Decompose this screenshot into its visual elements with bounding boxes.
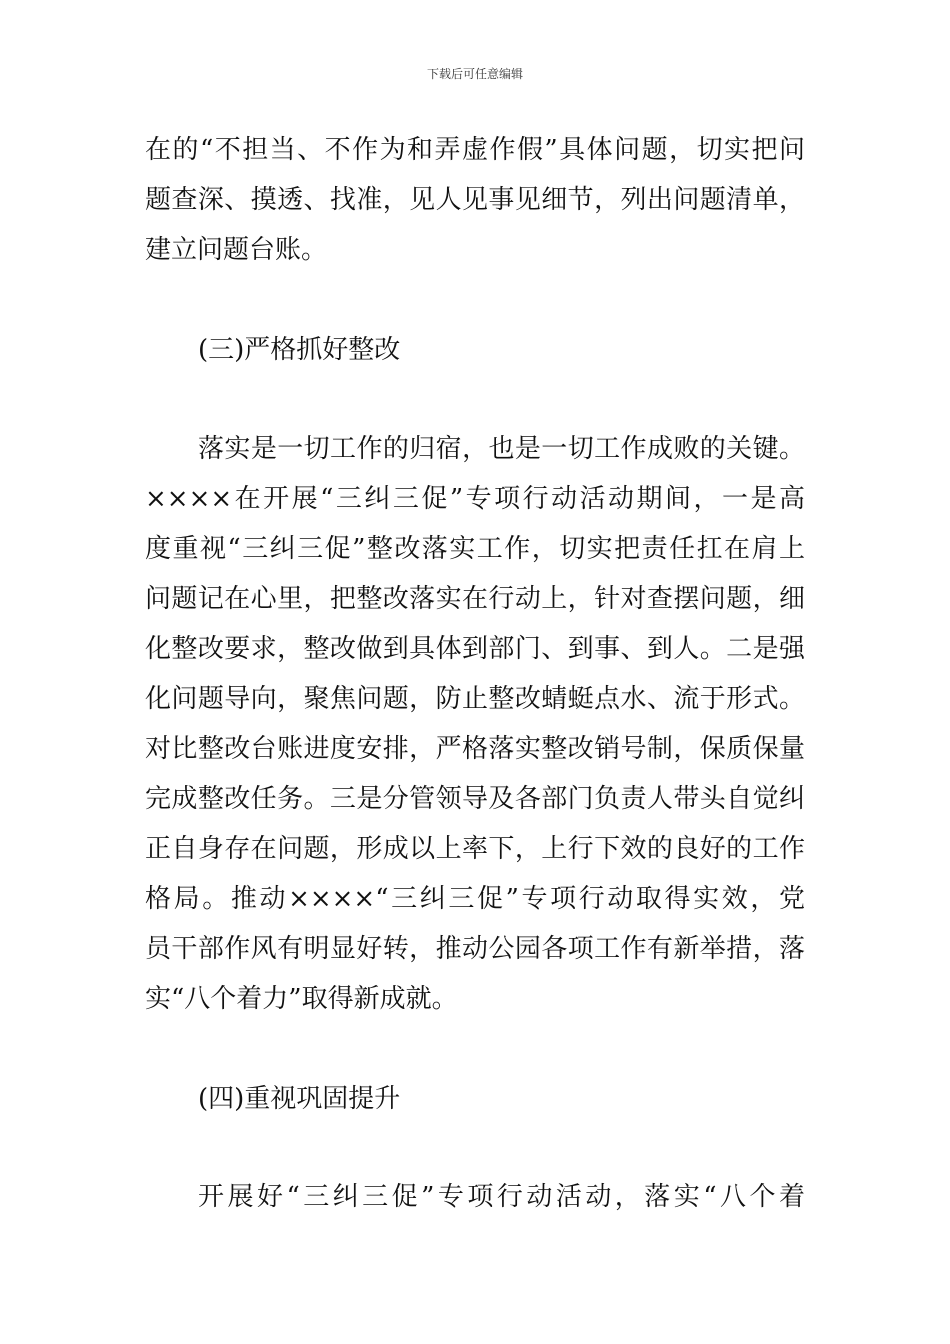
page-header: 下载后可任意编辑	[426, 67, 523, 81]
section-heading-3: (三)严格抓好整改	[198, 335, 401, 365]
text-line: 建立问题台账。	[145, 235, 328, 265]
text-line: 度重视“三纠三促”整改落实工作，切实把责任扛在肩上	[145, 534, 805, 564]
text-line: 实“八个着力”取得新成就。	[145, 984, 458, 1014]
text-line: 开展好“三纠三促”专项行动活动，落实“八个着	[198, 1182, 805, 1212]
text-line: 完成整改任务。三是分管领导及各部门负责人带头自觉纠	[145, 784, 805, 814]
text-line: 化整改要求，整改做到具体到部门、到事、到人。二是强	[145, 634, 805, 664]
section-heading-4: (四)重视巩固提升	[198, 1084, 401, 1114]
text-line: 题查深、摸透、找准，见人见事见细节，列出问题清单，	[145, 185, 805, 215]
text-line: 格局。推动××××“三纠三促”专项行动取得实效，党	[145, 884, 805, 914]
text-line: 落实是一切工作的归宿，也是一切工作成败的关键。	[198, 434, 805, 464]
text-line: 在的“不担当、不作为和弄虚作假”具体问题，切实把问	[145, 135, 805, 165]
text-line: 员干部作风有明显好转，推动公园各项工作有新举措，落	[145, 934, 805, 964]
text-line: ××××在开展“三纠三促”专项行动活动期间，一是高	[145, 484, 805, 514]
text-line: 化问题导向，聚焦问题，防止整改蜻蜓点水、流于形式。	[145, 684, 805, 714]
text-line: 对比整改台账进度安排，严格落实整改销号制，保质保量	[145, 734, 805, 764]
text-line: 问题记在心里，把整改落实在行动上，针对查摆问题，细	[145, 584, 805, 614]
text-line: 正自身存在问题，形成以上率下，上行下效的良好的工作	[145, 834, 805, 864]
